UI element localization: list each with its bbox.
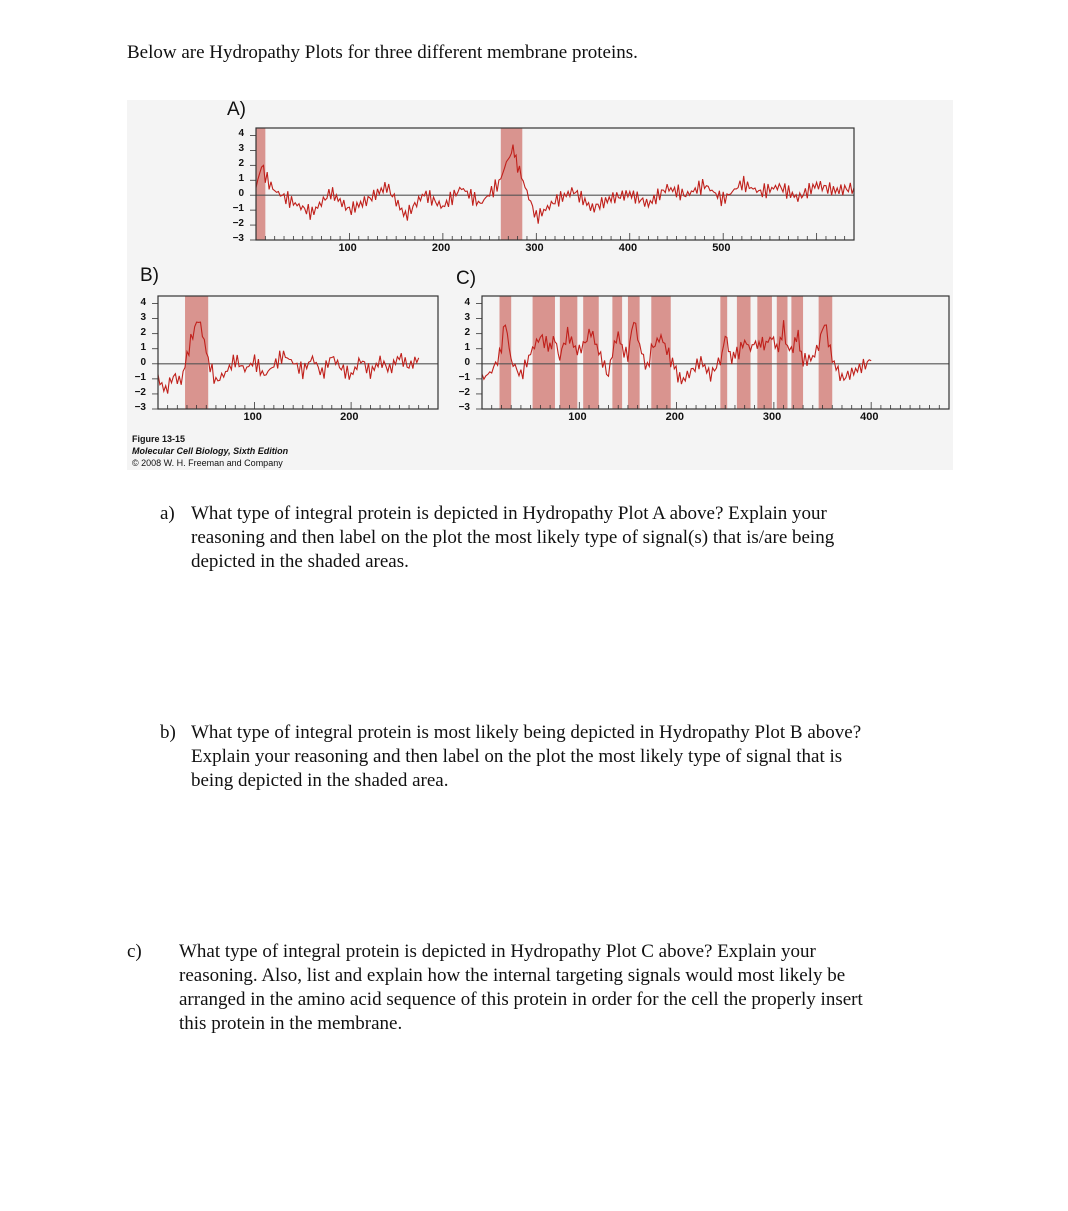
plot-a-y-tick-label: −3 xyxy=(232,233,244,244)
plot-a-y-tick-label: 3 xyxy=(238,143,244,155)
plot-b-chart xyxy=(158,296,438,409)
plot-c-shaded-region xyxy=(628,296,640,409)
plot-c-y-tick-label: 1 xyxy=(464,341,470,353)
plot-a-x-tick-label: 300 xyxy=(525,242,544,254)
plot-a-x-tick-label: 500 xyxy=(712,242,731,254)
plot-b-shaded-region xyxy=(185,296,208,409)
question-b-line: being depicted in the shaded area. xyxy=(191,770,449,791)
plot-c-x-tick-label: 300 xyxy=(762,411,782,423)
plot-c-y-tick-label: −2 xyxy=(458,386,470,398)
intro-text: Below are Hydropathy Plots for three different membrane proteins. xyxy=(127,42,638,63)
plot-c-shaded-region xyxy=(720,296,727,409)
question-c-line: What type of integral protein is depicted in Hydropathy Plot C above? Explain your xyxy=(179,941,816,962)
plot-a-shaded-region xyxy=(501,128,522,240)
plot-c-shaded-region xyxy=(737,296,751,409)
plot-c-shaded-region xyxy=(777,296,788,409)
question-b-label: b) xyxy=(160,722,176,743)
plot-c-y-tick-label: 4 xyxy=(464,296,470,308)
plot-b-y-tick-label: 3 xyxy=(140,311,146,323)
plot-b-y-tick-label: 1 xyxy=(140,341,146,353)
plot-c-chart xyxy=(482,296,949,409)
plot-a-x-tick-label: 200 xyxy=(431,242,451,254)
plot-c-shaded-region xyxy=(533,296,555,409)
question-c-line: arranged in the amino acid sequence of this protein in order for the cell the properly insert xyxy=(179,989,863,1010)
question-c-label: c) xyxy=(127,941,142,962)
figure-copyright: © 2008 W. H. Freeman and Company xyxy=(132,458,283,468)
plot-a-y-tick-label: −2 xyxy=(232,218,244,230)
plot-a-y-tick-label: 1 xyxy=(238,173,244,185)
plot-b-title: B) xyxy=(140,265,159,286)
question-b-line: Explain your reasoning and then label on the plot the most likely type of signal that is xyxy=(191,746,843,767)
question-a-line: What type of integral protein is depicted in Hydropathy Plot A above? Explain your xyxy=(191,503,827,524)
plot-c-shaded-region xyxy=(583,296,599,409)
plot-c-shaded-region xyxy=(560,296,578,409)
plot-c-title: C) xyxy=(456,268,477,289)
question-a-line: depicted in the shaded areas. xyxy=(191,551,409,572)
plot-a-y-tick-label: 2 xyxy=(238,158,244,170)
question-c-line: reasoning. Also, list and explain how the internal targeting signals would most likely be xyxy=(179,965,846,986)
plot-a-y-tick-label: 4 xyxy=(238,128,244,140)
plot-c-y-tick-label: 0 xyxy=(464,356,470,368)
plot-c-y-tick-label: −1 xyxy=(458,371,470,383)
figure-number: Figure 13-15 xyxy=(132,434,186,444)
question-a xyxy=(160,502,940,582)
plot-b-x-tick-label: 100 xyxy=(243,411,262,423)
plot-b-y-tick-label: 2 xyxy=(140,326,146,338)
plot-a-hydropathy-line xyxy=(256,145,854,224)
question-a-label: a) xyxy=(160,503,175,524)
question-a-line: reasoning and then label on the plot the most likely type of signal(s) that is/are being xyxy=(191,527,835,548)
question-b xyxy=(160,721,960,801)
question-c xyxy=(127,940,957,1040)
plot-a-y-tick-label: −1 xyxy=(232,203,244,215)
question-b-line: What type of integral protein is most likely being depicted in Hydropathy Plot B above? xyxy=(191,722,862,743)
plot-a-chart xyxy=(256,128,854,240)
plot-a-x-tick-label: 400 xyxy=(618,242,638,254)
plot-c-y-tick-label: 2 xyxy=(464,326,470,338)
plot-b-y-tick-label: −1 xyxy=(134,371,146,383)
plot-c-y-tick-label: −3 xyxy=(458,402,470,413)
plot-c-x-tick-label: 200 xyxy=(665,411,684,423)
plot-c-shaded-region xyxy=(757,296,772,409)
plot-a-x-tick-label: 100 xyxy=(338,242,357,254)
plot-c-shaded-region xyxy=(819,296,833,409)
plot-a-y-tick-label: 0 xyxy=(238,188,244,200)
plot-b-y-tick-label: 0 xyxy=(140,356,146,368)
plot-c-x-tick-label: 400 xyxy=(860,411,879,423)
plot-c-x-tick-label: 100 xyxy=(568,411,587,423)
plot-b-y-tick-label: −2 xyxy=(134,386,146,398)
question-c-line: this protein in the membrane. xyxy=(179,1013,403,1034)
plot-b-y-tick-label: −3 xyxy=(134,402,146,413)
plot-c-y-tick-label: 3 xyxy=(464,311,470,323)
plot-a-title: A) xyxy=(227,99,246,120)
figure-source: Molecular Cell Biology, Sixth Edition xyxy=(132,446,289,456)
plot-b-y-tick-label: 4 xyxy=(140,296,146,308)
plot-b-x-tick-label: 200 xyxy=(340,411,359,423)
plot-c-shaded-region xyxy=(612,296,622,409)
